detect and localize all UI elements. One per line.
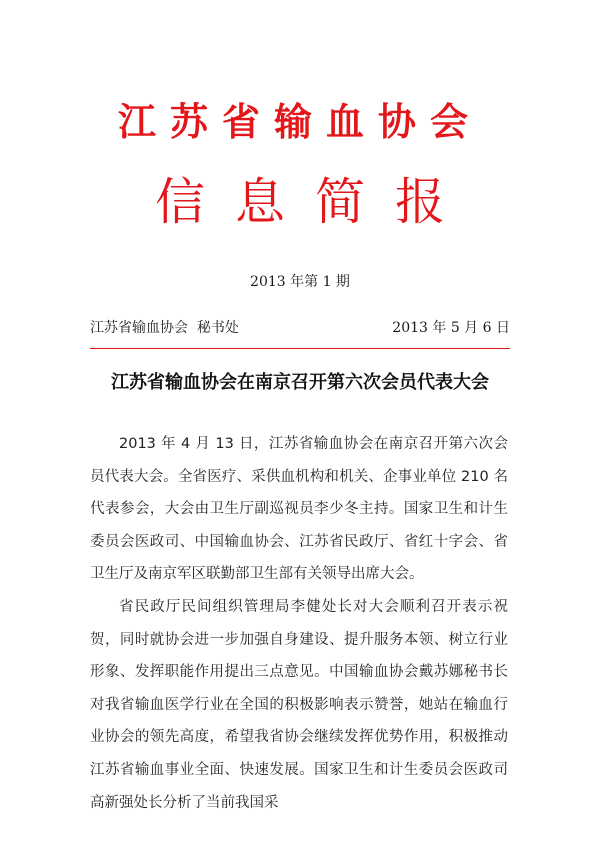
issuer-label: 江苏省输血协会 秘书处: [90, 320, 239, 336]
article-paragraph: 省民政厅民间组织管理局李健处长对大会顺利召开表示祝贺，同时就协会进一步加强自身建设、提升服务本领、树立行业形象、发挥职能作用提出三点意见。中国输血协会戴苏娜秘书长对我省输血医学行业在全国的积极影响表示赞誉，她站在输血行业协会的领先高度，希望我省协会继续发挥优势作用，积极推动江苏省输血事业全面、快速发展。国家卫生和计生委员会医政司高新强处长分析了当前我国采: [90, 598, 508, 811]
issue-date: 2013 年 5 月 6 日: [392, 320, 510, 336]
header-divider: [90, 348, 510, 349]
article-headline: 江苏省输血协会在南京召开第六次会员代表大会: [111, 372, 489, 393]
masthead-organization: 江苏省输血协会: [117, 100, 482, 144]
article-body: [90, 428, 508, 819]
issue-number: 2013 年第 1 期: [250, 274, 350, 290]
article-paragraph: 2013 年 4 月 13 日，江苏省输血协会在南京召开第六次会员代表大会。全省医疗、采供血机构和机关、企事业单位 210 名代表参会，大会由卫生厅副巡视员李少冬主持。国家卫生和计生委员会医政司、中国输血协会、江苏省民政厅、省红十字会、省卫生厅及南京军区联勤部卫生部有关领导出席大会。: [90, 436, 508, 583]
masthead-title: 信息简报: [155, 173, 475, 231]
